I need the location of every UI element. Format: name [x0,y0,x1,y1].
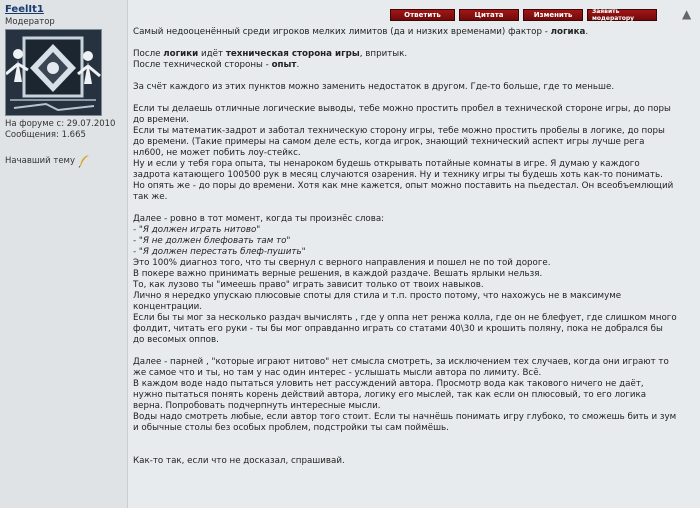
report-moderator-button[interactable]: Заявить модератору [587,9,657,21]
post-line: Ну и если у тебя гора опыта, ты ненароком будешь открывать потайные комнаты в игре. Я думаю у каждого [133,159,640,169]
joined-date: На форуме с: 29.07.2010 [5,119,116,129]
topic-starter-label: Начавший тему [5,156,75,166]
post-line: Лично я нередко упускаю плюсовые споты для стила и т.п. просто потому, что нахожусь не в максимуме [133,291,622,301]
post-line: и обычные столы без особых проблем, подстройки ты сам поймёшь. [133,423,449,433]
post-line: до времени. [133,115,190,125]
post-line: В покере важно принимать верные решения, в каждой раздаче. Вешать ярлыки нельзя. [133,269,543,279]
post-line: Если бы ты мог за несколько раздач вычислять , где у оппа нет ренжа колла, где он не блефует, где слишком много [133,313,677,323]
post-line: же самое что и ты, но там у нас один интерес - услышать мысли автора по лимиту. Всё. [133,368,542,378]
topic-starter [5,154,90,168]
post-line: - "Я должен играть нитово" [133,225,261,235]
user-role: Модератор [5,17,55,27]
post-line: Если ты делаешь отличные логические выводы, тебе можно простить пробел в технической стороне игры, до поры [133,104,671,114]
post-line: Но опять же - до поры до времени. Хотя как мне кажется, опыт можно поставить на пьедестал. Он всеобъемлющий [133,181,674,191]
post-line: так же. [133,192,168,202]
post-line: В каждом воде надо пытаться уловить нет рассуждений автора. Просмотр вода как такового ничего не даёт, [133,379,644,389]
post-line: - "Я не должен блефовать там то" [133,236,291,246]
post-line: концентрации. [133,302,203,312]
username-link[interactable]: FeelIt1 [5,4,44,15]
post-line: нужно пытаться понять корень действий автора, логику его мыслей, так как если он плюсовый, то его логика [133,390,647,400]
user-panel [0,0,128,508]
post-line: фолдит, читать его руки - ты бы мог оправданно играть со статами 40\30 и крошить поляну, пока не добрался бы [133,324,663,334]
post-line: Это 100% диагноз того, что ты свернул с верного направления и пошел не по той дороге. [133,258,551,268]
post-line: верна. Попробовать подчерпнуть интересные мысли. [133,401,381,411]
edit-button[interactable]: Изменить [523,9,583,21]
quill-icon [78,154,90,168]
avatar [5,29,102,116]
post-body [133,27,693,467]
quote-button[interactable]: Цитата [459,9,519,21]
post-line: После логики идёт техническая сторона игры, впритык. [133,49,408,59]
post-line: нл600, не может побить лоу-стейкс. [133,148,301,158]
post-line: Воды надо смотреть любые, если автор того стоит. Если ты начнёшь понимать игру глубоко, то сможешь бить и зум [133,412,677,422]
post-line: Далее - парней , "которые играют нитово" нет смысла смотреть, за исключением тех случаев, когда они играют то [133,357,669,367]
post-count: Сообщения: 1.665 [5,130,86,140]
post-line: Самый недооценённый среди игроков мелких лимитов (да и низких временами) фактор - логика. [133,27,589,37]
post-line: задрота катающего 100500 рук в месяц случаются озарения. Ну и технику игры ты будешь хоть как-то понимать. [133,170,663,180]
post-line: После технической стороны - опыт. [133,60,300,70]
post-line: Если ты математик-задрот и заботал техническую сторону игры, тебе можно простить пробелы в логике, до поры [133,126,665,136]
post-line: Как-то так, если что не досказал, спрашивай. [133,456,345,466]
post-line: То, как лузово ты "имеешь право" играть зависит только от твоих навыков. [133,280,484,290]
post-line: Далее - ровно в тот момент, когда ты произнёс слова: [133,214,385,224]
post-line: до весомых оппов. [133,335,219,345]
post-line: - "Я должен перестать блеф-пушить" [133,247,306,257]
reply-button[interactable]: Ответить [390,9,455,21]
post-line: За счёт каждого из этих пунктов можно заменить недостаток в другом. Где-то больше, где то меньше. [133,82,615,92]
post-line: до времени. (Такие примеры на самом деле есть, когда игрок, знающий технический аспект игры лучше рега [133,137,645,147]
avatar-image [6,30,101,115]
scroll-up-icon[interactable]: ▲ [682,7,692,21]
post-toolbar [390,9,657,21]
